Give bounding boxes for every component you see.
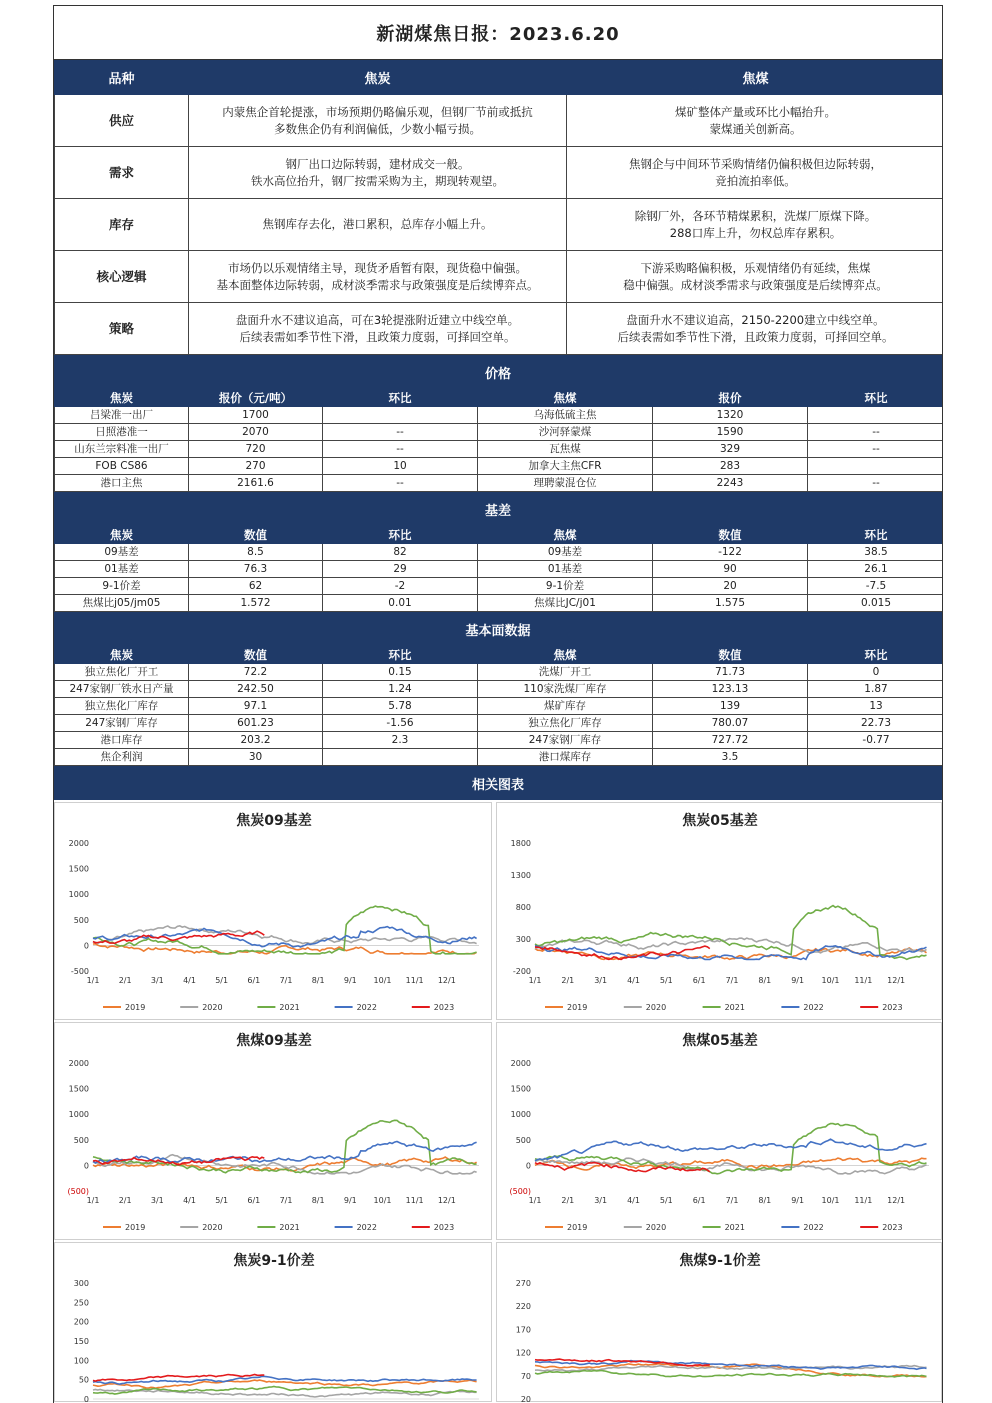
fundamental-cell: 780.07 [653, 715, 808, 732]
overview-row-label: 需求 [55, 147, 189, 199]
x-tick-label: 11/1 [405, 976, 424, 985]
y-tick-label: -500 [70, 967, 89, 976]
series-line-2022 [535, 946, 927, 960]
basis-cell: 0.015 [808, 595, 944, 612]
fundamental-row [55, 664, 944, 681]
price-section-bar: 价格 [54, 355, 942, 389]
basis-row [55, 544, 944, 561]
basis-row [55, 595, 944, 612]
chart-title: 焦炭05基差 [682, 813, 758, 829]
chart-title: 焦炭9-1价差 [233, 1253, 315, 1269]
price-header-4: 报价 [653, 390, 808, 407]
legend-label: 2019 [125, 1003, 146, 1012]
fundamental-row [55, 698, 944, 715]
x-tick-label: 3/1 [150, 1196, 164, 1205]
x-tick-label: 11/1 [854, 976, 873, 985]
legend-label: 2022 [803, 1003, 824, 1012]
y-tick-label: 1500 [510, 1084, 531, 1094]
price-row [55, 407, 944, 424]
basis-row [55, 561, 944, 578]
fundamental-cell: 601.23 [189, 715, 323, 732]
x-tick-label: 11/1 [405, 1196, 424, 1205]
price-cell: 329 [653, 441, 808, 458]
y-tick-label: 270 [515, 1279, 531, 1288]
x-tick-label: 3/1 [594, 976, 608, 985]
report-sheet [53, 5, 943, 1403]
price-row [55, 458, 944, 475]
series-line-1 [93, 1390, 477, 1398]
fundamental-cell: 139 [653, 698, 808, 715]
x-tick-label: 10/1 [821, 1196, 840, 1205]
overview-coke-text: 市场仍以乐观情绪主导，现货矛盾暂有限，现货稳中偏强。 基本面整体边际转弱，成材淡季需求与政策强度是后续博弈点。 [189, 251, 567, 303]
y-tick-label: 0 [83, 1395, 89, 1403]
legend-label: 2020 [645, 1003, 667, 1012]
fundamental-header-5: 环比 [808, 647, 944, 664]
basis-cell: 09基差 [55, 544, 189, 561]
fundamental-body [55, 664, 944, 766]
fundamental-cell: 2.3 [323, 732, 478, 749]
chart-title: 焦煤09基差 [236, 1033, 312, 1049]
fundamental-cell: 247家钢厂库存 [55, 715, 189, 732]
overview-coke-text: 焦钢库存去化，港口累积，总库存小幅上升。 [189, 199, 567, 251]
fundamental-header-row [55, 647, 944, 664]
y-tick-label: 500 [515, 1135, 531, 1145]
basis-cell: 9-1价差 [478, 578, 653, 595]
y-tick-label: 20 [520, 1395, 531, 1403]
fundamental-cell: 727.72 [653, 732, 808, 749]
basis-cell: -122 [653, 544, 808, 561]
fundamental-cell: -0.77 [808, 732, 944, 749]
x-tick-label: 6/1 [692, 1196, 706, 1205]
chart-panel [496, 1242, 942, 1402]
basis-header-2: 环比 [323, 527, 478, 544]
overview-row [55, 95, 944, 147]
price-cell: -- [808, 424, 944, 441]
x-tick-label: 5/1 [215, 1196, 229, 1205]
price-body [55, 407, 944, 492]
price-header-row [55, 390, 944, 407]
fundamental-cell: -1.56 [323, 715, 478, 732]
legend-label: 2022 [803, 1223, 824, 1232]
fundamental-cell: 1.87 [808, 681, 944, 698]
basis-cell: 76.3 [189, 561, 323, 578]
x-tick-label: 4/1 [627, 1196, 640, 1205]
price-header-3: 焦煤 [478, 390, 653, 407]
fundamental-cell: 独立焦化厂库存 [55, 698, 189, 715]
overview-coke-text: 内蒙焦企首轮提涨，市场预期仍略偏乐观，但钢厂节前或抵抗 多数焦企仍有利润偏低，少数小幅亏损。 [189, 95, 567, 147]
fundamental-row [55, 749, 944, 766]
x-tick-label: 3/1 [150, 976, 164, 985]
y-tick-label: 500 [73, 1135, 89, 1145]
y-tick-label: 150 [73, 1337, 89, 1346]
report-title: 新湖煤焦日报：2023.6.20 [54, 6, 942, 60]
overview-coke-text: 钢厂出口边际转弱，建材成交一般。 铁水高位抬升，钢厂按需采购为主，期现转观望。 [189, 147, 567, 199]
basis-row [55, 578, 944, 595]
y-tick-label: 2000 [510, 1059, 531, 1068]
fundamental-header-3: 焦煤 [478, 647, 653, 664]
price-cell: FOB CS86 [55, 458, 189, 475]
fundamental-cell: 72.2 [189, 664, 323, 681]
price-cell: 港口主焦 [55, 475, 189, 492]
overview-row-label: 策略 [55, 303, 189, 355]
x-tick-label: 9/1 [343, 976, 357, 985]
x-tick-label: 5/1 [659, 1196, 673, 1205]
chart-svg [55, 1023, 493, 1241]
y-tick-label: 1000 [68, 890, 89, 900]
price-cell: 理聘蒙混仓位 [478, 475, 653, 492]
fundamental-cell: 123.13 [653, 681, 808, 698]
x-tick-label: 1/1 [86, 1196, 100, 1205]
x-tick-label: 10/1 [821, 976, 840, 985]
basis-table [54, 526, 943, 612]
price-header-1: 报价（元/吨） [189, 390, 323, 407]
fundamental-row [55, 732, 944, 749]
overview-row-label: 供应 [55, 95, 189, 147]
legend-label: 2022 [356, 1003, 377, 1012]
x-tick-label: 4/1 [183, 1196, 196, 1205]
basis-cell: 82 [323, 544, 478, 561]
x-tick-label: 9/1 [791, 976, 805, 985]
x-tick-label: 1/1 [528, 976, 542, 985]
chart-panel [54, 1022, 492, 1240]
chart-svg [55, 1243, 493, 1403]
legend-label: 2022 [356, 1223, 377, 1232]
basis-section-bar: 基差 [54, 492, 942, 526]
chart-panel [54, 802, 492, 1020]
fundamental-header-0: 焦炭 [55, 647, 189, 664]
y-tick-label: (500) [509, 1187, 531, 1196]
price-cell: 2070 [189, 424, 323, 441]
fundamental-cell: 焦企利润 [55, 749, 189, 766]
overview-header-2: 焦煤 [567, 61, 944, 95]
legend-label: 2023 [433, 1003, 455, 1012]
legend-label: 2020 [202, 1223, 223, 1232]
price-header-0: 焦炭 [55, 390, 189, 407]
fundamental-cell: 1.24 [323, 681, 478, 698]
basis-header-1: 数值 [189, 527, 323, 544]
price-cell: 沙河驿蒙煤 [478, 424, 653, 441]
x-tick-label: 2/1 [118, 1196, 132, 1205]
legend-label: 2021 [724, 1003, 745, 1012]
x-tick-label: 2/1 [561, 976, 575, 985]
basis-cell: -7.5 [808, 578, 944, 595]
y-tick-label: 120 [515, 1348, 531, 1358]
overview-header-0: 品种 [55, 61, 189, 95]
basis-cell: 8.5 [189, 544, 323, 561]
y-tick-label: 170 [515, 1325, 531, 1335]
fundamental-cell: 203.2 [189, 732, 323, 749]
y-tick-label: (500) [67, 1187, 89, 1196]
fundamental-cell: 港口煤库存 [478, 749, 653, 766]
y-tick-label: 500 [73, 915, 89, 925]
y-tick-label: 0 [83, 1161, 89, 1171]
legend-label: 2023 [882, 1003, 903, 1012]
fundamental-cell: 煤矿库存 [478, 698, 653, 715]
y-tick-label: 2000 [68, 839, 89, 848]
fundamental-header-1: 数值 [189, 647, 323, 664]
price-cell: 吕梁准一出厂 [55, 407, 189, 424]
basis-body [55, 544, 944, 612]
x-tick-label: 7/1 [279, 976, 293, 985]
basis-cell: 01基差 [55, 561, 189, 578]
fundamental-cell: 港口库存 [55, 732, 189, 749]
y-tick-label: 1000 [68, 1110, 89, 1120]
x-tick-label: 7/1 [725, 976, 739, 985]
price-cell: 1320 [653, 407, 808, 424]
chart-panel [54, 1242, 492, 1402]
y-tick-label: 200 [73, 1317, 89, 1327]
y-tick-label: -200 [512, 967, 531, 976]
x-tick-label: 12/1 [887, 976, 906, 985]
fundamental-section-bar: 基本面数据 [54, 612, 942, 646]
fundamental-cell: 13 [808, 698, 944, 715]
price-cell: 283 [653, 458, 808, 475]
price-cell: 1590 [653, 424, 808, 441]
x-tick-label: 9/1 [343, 1196, 357, 1205]
price-cell: -- [323, 424, 478, 441]
basis-cell: 09基差 [478, 544, 653, 561]
legend-label: 2019 [567, 1003, 588, 1012]
price-cell [808, 407, 944, 424]
fundamental-cell: 247家钢厂库存 [478, 732, 653, 749]
price-header-5: 环比 [808, 390, 944, 407]
overview-row [55, 251, 944, 303]
overview-coal-text: 煤矿整体产量或环比小幅抬升。 蒙煤通关创新高。 [567, 95, 944, 147]
y-tick-label: 1000 [510, 1110, 531, 1120]
x-tick-label: 6/1 [247, 976, 261, 985]
basis-cell: 62 [189, 578, 323, 595]
chart-svg [55, 803, 493, 1021]
fundamental-cell: 242.50 [189, 681, 323, 698]
y-tick-label: 70 [520, 1371, 531, 1381]
y-tick-label: 220 [515, 1302, 531, 1312]
basis-cell: 01基差 [478, 561, 653, 578]
basis-header-5: 环比 [808, 527, 944, 544]
price-cell: -- [808, 441, 944, 458]
overview-header-1: 焦炭 [189, 61, 567, 95]
chart-panel [496, 802, 942, 1020]
basis-cell: 1.572 [189, 595, 323, 612]
fundamental-cell: 97.1 [189, 698, 323, 715]
y-tick-label: 1500 [68, 864, 89, 874]
x-tick-label: 10/1 [373, 1196, 392, 1205]
fundamental-cell: 独立焦化厂库存 [478, 715, 653, 732]
fundamental-header-4: 数值 [653, 647, 808, 664]
fundamental-cell: 71.73 [653, 664, 808, 681]
fundamental-cell [323, 749, 478, 766]
overview-table [54, 60, 943, 355]
price-cell: 加拿大主焦CFR [478, 458, 653, 475]
overview-row [55, 303, 944, 355]
x-tick-label: 7/1 [279, 1196, 293, 1205]
x-tick-label: 11/1 [854, 1196, 873, 1205]
basis-cell: 29 [323, 561, 478, 578]
price-cell: 日照港准一 [55, 424, 189, 441]
fundamental-cell [808, 749, 944, 766]
price-cell: -- [808, 475, 944, 492]
fundamental-cell: 0.15 [323, 664, 478, 681]
x-tick-label: 12/1 [437, 976, 456, 985]
overview-row [55, 147, 944, 199]
price-cell: 瓦焦煤 [478, 441, 653, 458]
basis-header-4: 数值 [653, 527, 808, 544]
basis-cell: 焦煤比j05/jm05 [55, 595, 189, 612]
basis-cell: 0.01 [323, 595, 478, 612]
x-tick-label: 4/1 [183, 976, 196, 985]
fundamental-row [55, 715, 944, 732]
price-cell: 乌海低硫主焦 [478, 407, 653, 424]
overview-row-label: 核心逻辑 [55, 251, 189, 303]
fundamental-cell: 110家洗煤厂库存 [478, 681, 653, 698]
fundamental-cell: 独立焦化厂开工 [55, 664, 189, 681]
x-tick-label: 5/1 [215, 976, 229, 985]
chart-title: 焦煤05基差 [682, 1033, 758, 1049]
fundamental-cell: 3.5 [653, 749, 808, 766]
legend-label: 2021 [724, 1223, 745, 1232]
overview-row-label: 库存 [55, 199, 189, 251]
basis-cell: 26.1 [808, 561, 944, 578]
y-tick-label: 100 [73, 1356, 89, 1366]
x-tick-label: 5/1 [659, 976, 673, 985]
price-row [55, 475, 944, 492]
y-tick-label: 250 [73, 1298, 89, 1308]
price-cell: 720 [189, 441, 323, 458]
overview-coal-text: 盘面升水不建议追高，2150-2200建立中线空单。 后续表需如季节性下滑，且政策力度弱，可择回空单。 [567, 303, 944, 355]
series-line-2 [535, 1371, 927, 1377]
price-cell: 2161.6 [189, 475, 323, 492]
price-cell: -- [323, 441, 478, 458]
series-line-2020 [93, 1155, 477, 1174]
y-tick-label: 0 [525, 1161, 531, 1171]
price-header-2: 环比 [323, 390, 478, 407]
x-tick-label: 8/1 [758, 976, 772, 985]
overview-coal-text: 除钢厂外，各环节精煤累积，洗煤厂原煤下降。 288口库上升，勿权总库存累积。 [567, 199, 944, 251]
overview-header-row [55, 61, 944, 95]
price-cell: 山东兰宗料准一出厂 [55, 441, 189, 458]
overview-body [55, 95, 944, 355]
x-tick-label: 2/1 [561, 1196, 575, 1205]
y-tick-label: 0 [83, 941, 89, 951]
charts-area [54, 800, 942, 1403]
legend-label: 2023 [433, 1223, 455, 1232]
y-tick-label: 1300 [510, 871, 531, 880]
legend-label: 2021 [279, 1223, 300, 1232]
price-cell: 10 [323, 458, 478, 475]
y-tick-label: 2000 [68, 1059, 89, 1068]
x-tick-label: 1/1 [86, 976, 100, 985]
x-tick-label: 8/1 [311, 1196, 325, 1205]
basis-cell: 90 [653, 561, 808, 578]
fundamental-table [54, 646, 943, 766]
price-cell: 270 [189, 458, 323, 475]
price-cell: 1700 [189, 407, 323, 424]
price-cell [323, 407, 478, 424]
legend-label: 2023 [882, 1223, 903, 1232]
x-tick-label: 4/1 [627, 976, 640, 985]
chart-svg [497, 803, 943, 1021]
fundamental-cell: 洗煤厂开工 [478, 664, 653, 681]
x-tick-label: 3/1 [594, 1196, 608, 1205]
chart-svg [497, 1243, 943, 1403]
x-tick-label: 6/1 [692, 976, 706, 985]
price-cell: 2243 [653, 475, 808, 492]
basis-cell: 9-1价差 [55, 578, 189, 595]
overview-coke-text: 盘面升水不建议追高，可在3轮提涨附近建立中线空单。 后续表需如季节性下滑，且政策力度弱，可择回空单。 [189, 303, 567, 355]
legend-label: 2020 [202, 1003, 223, 1012]
x-tick-label: 9/1 [791, 1196, 805, 1205]
x-tick-label: 1/1 [528, 1196, 542, 1205]
x-tick-label: 2/1 [118, 976, 132, 985]
price-row [55, 441, 944, 458]
price-row [55, 424, 944, 441]
x-tick-label: 8/1 [311, 976, 325, 985]
overview-coal-text: 下游采购略偏积极，乐观情绪仍有延续，焦煤 稳中偏强。成材淡季需求与政策强度是后续博弈点。 [567, 251, 944, 303]
y-tick-label: 300 [73, 1279, 89, 1288]
basis-header-row [55, 527, 944, 544]
fundamental-cell: 247家钢厂铁水日产量 [55, 681, 189, 698]
y-tick-label: 1500 [68, 1084, 89, 1094]
fundamental-cell: 22.73 [808, 715, 944, 732]
chart-title: 焦煤9-1价差 [679, 1253, 761, 1269]
fundamental-cell: 30 [189, 749, 323, 766]
legend-label: 2019 [567, 1223, 588, 1232]
fundamental-cell: 0 [808, 664, 944, 681]
legend-label: 2021 [279, 1003, 300, 1012]
y-tick-label: 50 [78, 1375, 89, 1385]
fundamental-header-2: 环比 [323, 647, 478, 664]
basis-header-0: 焦炭 [55, 527, 189, 544]
x-tick-label: 12/1 [437, 1196, 456, 1205]
x-tick-label: 7/1 [725, 1196, 739, 1205]
y-tick-label: 1800 [510, 839, 531, 848]
chart-panel [496, 1022, 942, 1240]
price-cell: -- [323, 475, 478, 492]
price-table [54, 389, 943, 492]
basis-cell: -2 [323, 578, 478, 595]
overview-coal-text: 焦钢企与中间环节采购情绪仍偏积极但边际转弱， 竞拍流拍率低。 [567, 147, 944, 199]
basis-cell: 1.575 [653, 595, 808, 612]
basis-cell: 焦煤比JC/j01 [478, 595, 653, 612]
x-tick-label: 8/1 [758, 1196, 772, 1205]
x-tick-label: 12/1 [887, 1196, 906, 1205]
x-tick-label: 10/1 [373, 976, 392, 985]
y-tick-label: 300 [515, 935, 531, 944]
legend-label: 2020 [645, 1223, 667, 1232]
basis-header-3: 焦煤 [478, 527, 653, 544]
fundamental-cell: 5.78 [323, 698, 478, 715]
price-cell [808, 458, 944, 475]
chart-title: 焦炭09基差 [236, 813, 312, 829]
basis-cell: 20 [653, 578, 808, 595]
x-tick-label: 6/1 [247, 1196, 261, 1205]
basis-cell: 38.5 [808, 544, 944, 561]
chart-svg [497, 1023, 943, 1241]
legend-label: 2019 [125, 1223, 146, 1232]
y-tick-label: 800 [515, 903, 531, 912]
charts-section-bar: 相关图表 [54, 766, 942, 800]
fundamental-row [55, 681, 944, 698]
overview-row [55, 199, 944, 251]
